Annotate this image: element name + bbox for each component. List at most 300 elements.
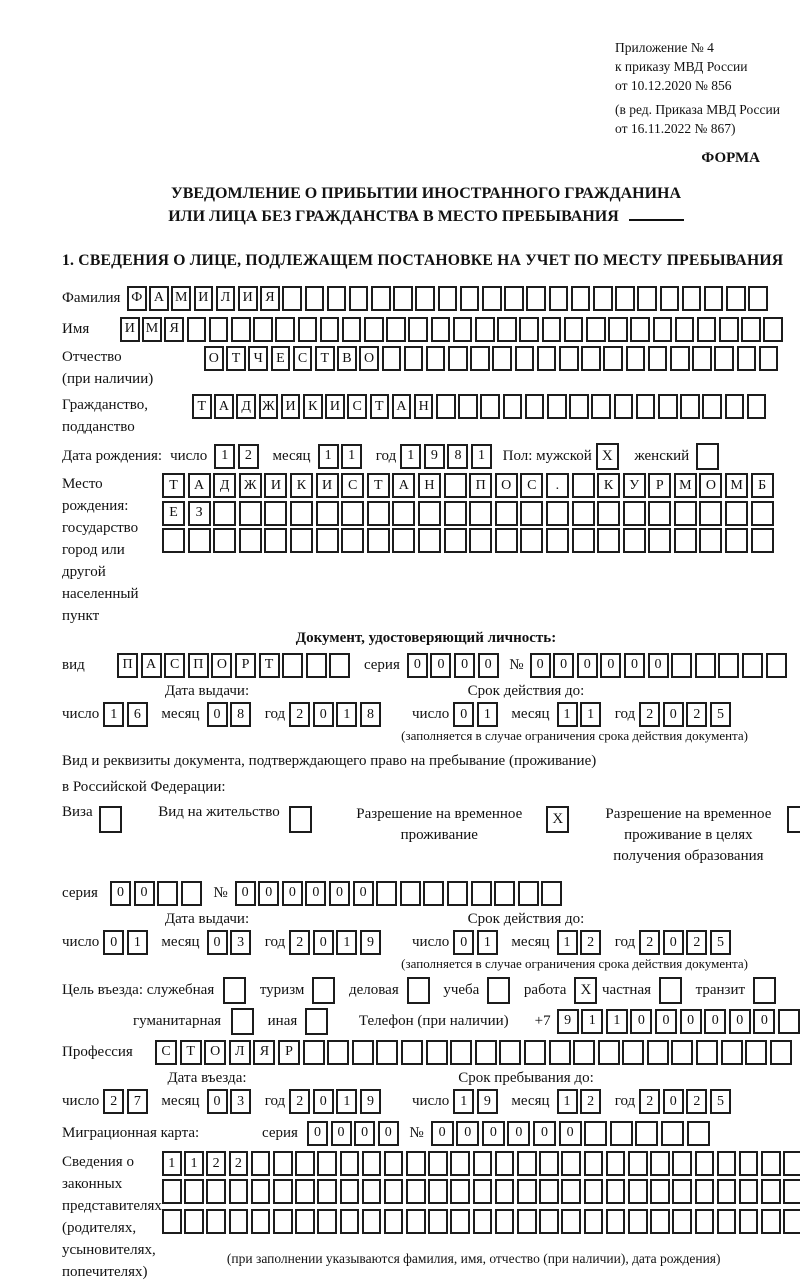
- char-cell[interactable]: [539, 1151, 559, 1176]
- char-cell[interactable]: [282, 653, 303, 678]
- char-cell[interactable]: [650, 1151, 670, 1176]
- char-cell[interactable]: [524, 1040, 546, 1065]
- char-cell[interactable]: [517, 1179, 537, 1204]
- char-cell[interactable]: 9: [477, 1089, 498, 1114]
- char-cell[interactable]: М: [674, 473, 697, 498]
- char-cell[interactable]: 2: [639, 702, 660, 727]
- checkbox-cell[interactable]: X: [596, 443, 619, 470]
- char-cell[interactable]: [273, 1179, 293, 1204]
- char-cell[interactable]: 8: [447, 444, 468, 469]
- char-cell[interactable]: [670, 346, 690, 371]
- char-cell[interactable]: [428, 1151, 448, 1176]
- char-cell[interactable]: И: [264, 473, 287, 498]
- char-cell[interactable]: 1: [606, 1009, 628, 1034]
- char-cell[interactable]: 0: [307, 1121, 328, 1146]
- char-cell[interactable]: [213, 528, 236, 553]
- char-cell[interactable]: [674, 501, 697, 526]
- char-cell[interactable]: [608, 317, 628, 342]
- char-cell[interactable]: [340, 1179, 360, 1204]
- char-cell[interactable]: [518, 881, 539, 906]
- char-cell[interactable]: [206, 1209, 226, 1234]
- char-cell[interactable]: И: [194, 286, 214, 311]
- char-cell[interactable]: [239, 501, 262, 526]
- char-cell[interactable]: Т: [226, 346, 246, 371]
- char-cell[interactable]: [475, 1040, 497, 1065]
- char-cell[interactable]: Н: [418, 473, 441, 498]
- char-cell[interactable]: 0: [553, 653, 574, 678]
- char-cell[interactable]: Д: [213, 473, 236, 498]
- char-cell[interactable]: Д: [236, 394, 256, 419]
- char-cell[interactable]: [650, 1209, 670, 1234]
- char-cell[interactable]: [382, 346, 402, 371]
- char-cell[interactable]: [495, 501, 518, 526]
- char-cell[interactable]: [470, 346, 490, 371]
- char-cell[interactable]: .: [546, 473, 569, 498]
- char-cell[interactable]: А: [392, 473, 415, 498]
- char-cell[interactable]: Е: [162, 501, 185, 526]
- char-cell[interactable]: [406, 1209, 426, 1234]
- char-cell[interactable]: [761, 1151, 781, 1176]
- char-cell[interactable]: [542, 317, 562, 342]
- char-cell[interactable]: 0: [533, 1121, 556, 1146]
- char-cell[interactable]: [384, 1179, 404, 1204]
- char-cell[interactable]: [725, 501, 748, 526]
- char-cell[interactable]: [763, 317, 783, 342]
- char-cell[interactable]: [426, 346, 446, 371]
- char-cell[interactable]: [181, 881, 202, 906]
- char-cell[interactable]: [349, 286, 369, 311]
- char-cell[interactable]: [725, 528, 748, 553]
- char-cell[interactable]: [492, 346, 512, 371]
- char-cell[interactable]: 2: [289, 1089, 310, 1114]
- char-cell[interactable]: Р: [278, 1040, 300, 1065]
- char-cell[interactable]: [569, 394, 589, 419]
- char-cell[interactable]: А: [214, 394, 234, 419]
- checkbox-cell[interactable]: [312, 977, 335, 1004]
- char-cell[interactable]: [623, 528, 646, 553]
- char-cell[interactable]: 1: [336, 702, 357, 727]
- char-cell[interactable]: 0: [430, 653, 451, 678]
- char-cell[interactable]: [450, 1151, 470, 1176]
- char-cell[interactable]: [428, 1209, 448, 1234]
- char-cell[interactable]: 0: [456, 1121, 479, 1146]
- char-cell[interactable]: 2: [686, 1089, 707, 1114]
- char-cell[interactable]: [273, 1151, 293, 1176]
- char-cell[interactable]: [162, 528, 185, 553]
- char-cell[interactable]: 0: [313, 702, 334, 727]
- char-cell[interactable]: [742, 653, 763, 678]
- char-cell[interactable]: [697, 317, 717, 342]
- char-cell[interactable]: 0: [704, 1009, 726, 1034]
- char-cell[interactable]: [376, 881, 397, 906]
- char-cell[interactable]: Ж: [259, 394, 279, 419]
- char-cell[interactable]: А: [188, 473, 211, 498]
- char-cell[interactable]: И: [238, 286, 258, 311]
- char-cell[interactable]: 0: [600, 653, 621, 678]
- char-cell[interactable]: 0: [134, 881, 155, 906]
- char-cell[interactable]: [423, 881, 444, 906]
- char-cell[interactable]: [671, 653, 692, 678]
- char-cell[interactable]: [695, 653, 716, 678]
- char-cell[interactable]: 1: [581, 1009, 603, 1034]
- char-cell[interactable]: С: [293, 346, 313, 371]
- char-cell[interactable]: П: [117, 653, 138, 678]
- checkbox-cell[interactable]: [787, 806, 800, 833]
- char-cell[interactable]: [418, 501, 441, 526]
- char-cell[interactable]: [610, 1121, 633, 1146]
- char-cell[interactable]: [367, 528, 390, 553]
- char-cell[interactable]: О: [699, 473, 722, 498]
- char-cell[interactable]: 8: [360, 702, 381, 727]
- char-cell[interactable]: [672, 1151, 692, 1176]
- char-cell[interactable]: [721, 1040, 743, 1065]
- char-cell[interactable]: [546, 501, 569, 526]
- char-cell[interactable]: [653, 317, 673, 342]
- char-cell[interactable]: [537, 346, 557, 371]
- char-cell[interactable]: [658, 394, 678, 419]
- char-cell[interactable]: А: [149, 286, 169, 311]
- char-cell[interactable]: [282, 286, 302, 311]
- char-cell[interactable]: [517, 1151, 537, 1176]
- char-cell[interactable]: [426, 1040, 448, 1065]
- char-cell[interactable]: [714, 346, 734, 371]
- char-cell[interactable]: 2: [580, 930, 601, 955]
- char-cell[interactable]: [364, 317, 384, 342]
- char-cell[interactable]: А: [392, 394, 412, 419]
- char-cell[interactable]: 0: [282, 881, 303, 906]
- char-cell[interactable]: [593, 286, 613, 311]
- checkbox-cell[interactable]: X: [574, 977, 597, 1004]
- checkbox-cell[interactable]: [696, 443, 719, 470]
- char-cell[interactable]: [717, 1151, 737, 1176]
- char-cell[interactable]: [628, 1179, 648, 1204]
- char-cell[interactable]: [251, 1151, 271, 1176]
- char-cell[interactable]: [341, 528, 364, 553]
- char-cell[interactable]: [671, 1040, 693, 1065]
- char-cell[interactable]: [469, 501, 492, 526]
- char-cell[interactable]: [320, 317, 340, 342]
- char-cell[interactable]: [401, 1040, 423, 1065]
- char-cell[interactable]: М: [171, 286, 191, 311]
- char-cell[interactable]: [761, 1209, 781, 1234]
- char-cell[interactable]: [213, 501, 236, 526]
- char-cell[interactable]: 1: [127, 930, 148, 955]
- char-cell[interactable]: [783, 1151, 800, 1176]
- char-cell[interactable]: [450, 1209, 470, 1234]
- char-cell[interactable]: [295, 1209, 315, 1234]
- char-cell[interactable]: [295, 1179, 315, 1204]
- char-cell[interactable]: [253, 317, 273, 342]
- char-cell[interactable]: [628, 1209, 648, 1234]
- char-cell[interactable]: У: [623, 473, 646, 498]
- char-cell[interactable]: [573, 1040, 595, 1065]
- char-cell[interactable]: [571, 286, 591, 311]
- checkbox-cell[interactable]: X: [546, 806, 569, 833]
- char-cell[interactable]: [561, 1209, 581, 1234]
- char-cell[interactable]: [438, 286, 458, 311]
- char-cell[interactable]: [408, 317, 428, 342]
- char-cell[interactable]: [584, 1151, 604, 1176]
- char-cell[interactable]: [770, 1040, 792, 1065]
- char-cell[interactable]: С: [347, 394, 367, 419]
- char-cell[interactable]: С: [164, 653, 185, 678]
- char-cell[interactable]: [251, 1209, 271, 1234]
- char-cell[interactable]: 0: [630, 1009, 652, 1034]
- char-cell[interactable]: [515, 346, 535, 371]
- char-cell[interactable]: 2: [639, 930, 660, 955]
- char-cell[interactable]: [546, 528, 569, 553]
- char-cell[interactable]: [564, 317, 584, 342]
- char-cell[interactable]: [482, 286, 502, 311]
- char-cell[interactable]: [766, 653, 787, 678]
- char-cell[interactable]: 3: [230, 930, 251, 955]
- char-cell[interactable]: [447, 881, 468, 906]
- char-cell[interactable]: [329, 653, 350, 678]
- char-cell[interactable]: [718, 653, 739, 678]
- char-cell[interactable]: [504, 286, 524, 311]
- char-cell[interactable]: [384, 1209, 404, 1234]
- char-cell[interactable]: [719, 317, 739, 342]
- char-cell[interactable]: К: [303, 394, 323, 419]
- char-cell[interactable]: [584, 1121, 607, 1146]
- char-cell[interactable]: Б: [751, 473, 774, 498]
- char-cell[interactable]: [340, 1151, 360, 1176]
- char-cell[interactable]: [526, 286, 546, 311]
- char-cell[interactable]: [392, 501, 415, 526]
- char-cell[interactable]: О: [211, 653, 232, 678]
- char-cell[interactable]: 2: [639, 1089, 660, 1114]
- char-cell[interactable]: [648, 346, 668, 371]
- char-cell[interactable]: [561, 1151, 581, 1176]
- char-cell[interactable]: О: [495, 473, 518, 498]
- char-cell[interactable]: [393, 286, 413, 311]
- char-cell[interactable]: 1: [341, 444, 362, 469]
- char-cell[interactable]: [376, 1040, 398, 1065]
- char-cell[interactable]: [648, 528, 671, 553]
- char-cell[interactable]: [162, 1179, 182, 1204]
- char-cell[interactable]: [606, 1209, 626, 1234]
- char-cell[interactable]: 1: [477, 930, 498, 955]
- char-cell[interactable]: 2: [580, 1089, 601, 1114]
- char-cell[interactable]: [623, 501, 646, 526]
- char-cell[interactable]: [745, 1040, 767, 1065]
- char-cell[interactable]: [290, 501, 313, 526]
- char-cell[interactable]: [295, 1151, 315, 1176]
- char-cell[interactable]: [499, 1040, 521, 1065]
- char-cell[interactable]: [739, 1209, 759, 1234]
- char-cell[interactable]: [747, 394, 767, 419]
- char-cell[interactable]: [541, 881, 562, 906]
- checkbox-cell[interactable]: [289, 806, 312, 833]
- char-cell[interactable]: 0: [331, 1121, 352, 1146]
- char-cell[interactable]: [444, 501, 467, 526]
- char-cell[interactable]: 5: [710, 930, 731, 955]
- char-cell[interactable]: [453, 317, 473, 342]
- char-cell[interactable]: Ж: [239, 473, 262, 498]
- char-cell[interactable]: 0: [329, 881, 350, 906]
- char-cell[interactable]: 0: [313, 930, 334, 955]
- char-cell[interactable]: [628, 1151, 648, 1176]
- char-cell[interactable]: Ф: [127, 286, 147, 311]
- char-cell[interactable]: 1: [557, 1089, 578, 1114]
- char-cell[interactable]: [520, 501, 543, 526]
- char-cell[interactable]: [549, 286, 569, 311]
- char-cell[interactable]: 0: [431, 1121, 454, 1146]
- char-cell[interactable]: С: [520, 473, 543, 498]
- char-cell[interactable]: [231, 317, 251, 342]
- char-cell[interactable]: [162, 1209, 182, 1234]
- char-cell[interactable]: [525, 394, 545, 419]
- char-cell[interactable]: Н: [414, 394, 434, 419]
- char-cell[interactable]: [188, 528, 211, 553]
- char-cell[interactable]: [650, 1179, 670, 1204]
- checkbox-cell[interactable]: [659, 977, 682, 1004]
- char-cell[interactable]: [630, 317, 650, 342]
- char-cell[interactable]: [352, 1040, 374, 1065]
- char-cell[interactable]: [400, 881, 421, 906]
- char-cell[interactable]: 0: [559, 1121, 582, 1146]
- char-cell[interactable]: 1: [557, 930, 578, 955]
- char-cell[interactable]: К: [290, 473, 313, 498]
- char-cell[interactable]: 7: [127, 1089, 148, 1114]
- char-cell[interactable]: [386, 317, 406, 342]
- char-cell[interactable]: [591, 394, 611, 419]
- char-cell[interactable]: [406, 1179, 426, 1204]
- char-cell[interactable]: [229, 1179, 249, 1204]
- char-cell[interactable]: 0: [258, 881, 279, 906]
- checkbox-cell[interactable]: [753, 977, 776, 1004]
- char-cell[interactable]: [559, 346, 579, 371]
- checkbox-cell[interactable]: [223, 977, 246, 1004]
- char-cell[interactable]: [306, 653, 327, 678]
- char-cell[interactable]: [581, 346, 601, 371]
- char-cell[interactable]: 0: [482, 1121, 505, 1146]
- char-cell[interactable]: 0: [207, 930, 228, 955]
- char-cell[interactable]: [584, 1209, 604, 1234]
- char-cell[interactable]: 1: [580, 702, 601, 727]
- char-cell[interactable]: [614, 394, 634, 419]
- char-cell[interactable]: [341, 501, 364, 526]
- char-cell[interactable]: [206, 1179, 226, 1204]
- char-cell[interactable]: Л: [216, 286, 236, 311]
- char-cell[interactable]: 0: [354, 1121, 375, 1146]
- char-cell[interactable]: 2: [289, 702, 310, 727]
- char-cell[interactable]: 2: [686, 702, 707, 727]
- char-cell[interactable]: [717, 1179, 737, 1204]
- char-cell[interactable]: [603, 346, 623, 371]
- char-cell[interactable]: [473, 1151, 493, 1176]
- char-cell[interactable]: [751, 501, 774, 526]
- char-cell[interactable]: [699, 528, 722, 553]
- char-cell[interactable]: [572, 501, 595, 526]
- char-cell[interactable]: 0: [305, 881, 326, 906]
- char-cell[interactable]: [317, 1179, 337, 1204]
- char-cell[interactable]: [759, 346, 779, 371]
- char-cell[interactable]: [316, 528, 339, 553]
- char-cell[interactable]: М: [725, 473, 748, 498]
- char-cell[interactable]: [473, 1179, 493, 1204]
- char-cell[interactable]: [704, 286, 724, 311]
- char-cell[interactable]: [444, 473, 467, 498]
- char-cell[interactable]: [695, 1209, 715, 1234]
- char-cell[interactable]: Ч: [248, 346, 268, 371]
- char-cell[interactable]: [572, 528, 595, 553]
- char-cell[interactable]: [362, 1209, 382, 1234]
- char-cell[interactable]: Т: [370, 394, 390, 419]
- char-cell[interactable]: [428, 1179, 448, 1204]
- checkbox-cell[interactable]: [487, 977, 510, 1004]
- char-cell[interactable]: 2: [289, 930, 310, 955]
- char-cell[interactable]: К: [597, 473, 620, 498]
- char-cell[interactable]: 1: [184, 1151, 204, 1176]
- char-cell[interactable]: 1: [471, 444, 492, 469]
- char-cell[interactable]: 2: [206, 1151, 226, 1176]
- char-cell[interactable]: Л: [229, 1040, 251, 1065]
- char-cell[interactable]: [495, 528, 518, 553]
- char-cell[interactable]: 1: [336, 1089, 357, 1114]
- char-cell[interactable]: 1: [318, 444, 339, 469]
- char-cell[interactable]: 0: [110, 881, 131, 906]
- char-cell[interactable]: 0: [478, 653, 499, 678]
- char-cell[interactable]: [584, 1179, 604, 1204]
- char-cell[interactable]: 0: [453, 702, 474, 727]
- char-cell[interactable]: 5: [710, 1089, 731, 1114]
- char-cell[interactable]: [187, 317, 207, 342]
- char-cell[interactable]: [598, 1040, 620, 1065]
- char-cell[interactable]: [692, 346, 712, 371]
- char-cell[interactable]: 1: [400, 444, 421, 469]
- char-cell[interactable]: [606, 1179, 626, 1204]
- char-cell[interactable]: 0: [530, 653, 551, 678]
- char-cell[interactable]: [184, 1179, 204, 1204]
- char-cell[interactable]: А: [141, 653, 162, 678]
- char-cell[interactable]: [647, 1040, 669, 1065]
- char-cell[interactable]: [675, 317, 695, 342]
- char-cell[interactable]: М: [142, 317, 162, 342]
- char-cell[interactable]: 1: [557, 702, 578, 727]
- char-cell[interactable]: С: [341, 473, 364, 498]
- char-cell[interactable]: [547, 394, 567, 419]
- char-cell[interactable]: [597, 501, 620, 526]
- char-cell[interactable]: [680, 394, 700, 419]
- char-cell[interactable]: [450, 1179, 470, 1204]
- char-cell[interactable]: [473, 1209, 493, 1234]
- char-cell[interactable]: [672, 1179, 692, 1204]
- char-cell[interactable]: [661, 1121, 684, 1146]
- char-cell[interactable]: З: [188, 501, 211, 526]
- char-cell[interactable]: [475, 317, 495, 342]
- char-cell[interactable]: 0: [577, 653, 598, 678]
- char-cell[interactable]: 1: [336, 930, 357, 955]
- char-cell[interactable]: [726, 286, 746, 311]
- char-cell[interactable]: [751, 528, 774, 553]
- char-cell[interactable]: 0: [207, 1089, 228, 1114]
- char-cell[interactable]: [699, 501, 722, 526]
- char-cell[interactable]: [404, 346, 424, 371]
- char-cell[interactable]: [637, 286, 657, 311]
- char-cell[interactable]: [778, 1009, 800, 1034]
- char-cell[interactable]: [783, 1209, 800, 1234]
- char-cell[interactable]: [458, 394, 478, 419]
- char-cell[interactable]: Т: [162, 473, 185, 498]
- char-cell[interactable]: [290, 528, 313, 553]
- char-cell[interactable]: [519, 317, 539, 342]
- char-cell[interactable]: [327, 286, 347, 311]
- char-cell[interactable]: 0: [648, 653, 669, 678]
- char-cell[interactable]: 0: [453, 930, 474, 955]
- char-cell[interactable]: 9: [424, 444, 445, 469]
- char-cell[interactable]: [783, 1179, 800, 1204]
